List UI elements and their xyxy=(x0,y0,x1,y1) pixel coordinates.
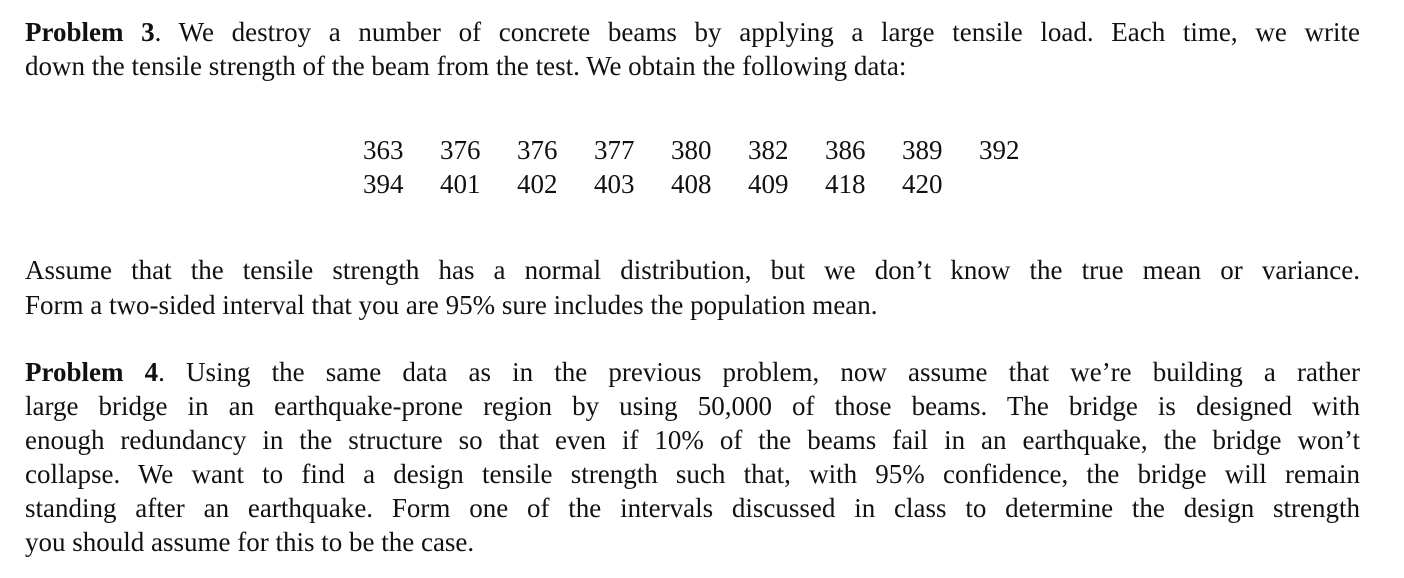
data-cell: 394 xyxy=(363,169,404,199)
problem-3-question-line-2: Form a two-sided interval that you are 95% sure includes the population mean. xyxy=(25,290,878,320)
data-cell: 403 xyxy=(594,169,635,199)
problem-4-line-6: you should assume for this to be the case. xyxy=(25,527,475,557)
data-cell: 408 xyxy=(671,169,712,199)
problem-4-line-1: Problem 4. Using the same data as in the previous problem, now assume that we’re building a rather xyxy=(25,357,1360,387)
data-cell: 386 xyxy=(825,135,866,165)
data-cell: 402 xyxy=(517,169,558,199)
problem-4-line-2: large bridge in an earthquake-prone region by using 50,000 of those beams. The bridge is designed with xyxy=(25,391,1360,421)
problem-3-question-line-1: Assume that the tensile strength has a normal distribution, but we don’t know the true mean or variance. xyxy=(25,255,1360,285)
data-cell: 376 xyxy=(517,135,558,165)
problem-3-line-1: Problem 3. We destroy a number of concrete beams by applying a large tensile load. Each time, we write xyxy=(25,17,1360,47)
data-cell: 380 xyxy=(671,135,712,165)
problem-4-line-5: standing after an earthquake. Form one of the intervals discussed in class to determine the design strength xyxy=(25,493,1360,523)
problem-4-line-3: enough redundancy in the structure so that even if 10% of the beams fail in an earthquake, the bridge won’t xyxy=(25,425,1360,455)
problem-4-line-4: collapse. We want to find a design tensile strength such that, with 95% confidence, the bridge will remain xyxy=(25,459,1360,489)
data-cell: 409 xyxy=(748,169,789,199)
data-cell: 418 xyxy=(825,169,866,199)
problem-4-heading: Problem 4 xyxy=(25,357,159,387)
data-cell: 420 xyxy=(902,169,943,199)
data-cell: 392 xyxy=(979,135,1020,165)
problem-3-heading: Problem 3 xyxy=(25,17,155,47)
data-cell: 363 xyxy=(363,135,404,165)
problem-3-line-2: down the tensile strength of the beam from the test. We obtain the following data: xyxy=(25,51,907,81)
data-cell: 377 xyxy=(594,135,635,165)
data-cell: 376 xyxy=(440,135,481,165)
data-cell: 401 xyxy=(440,169,481,199)
data-cell: 389 xyxy=(902,135,943,165)
data-cell: 382 xyxy=(748,135,789,165)
